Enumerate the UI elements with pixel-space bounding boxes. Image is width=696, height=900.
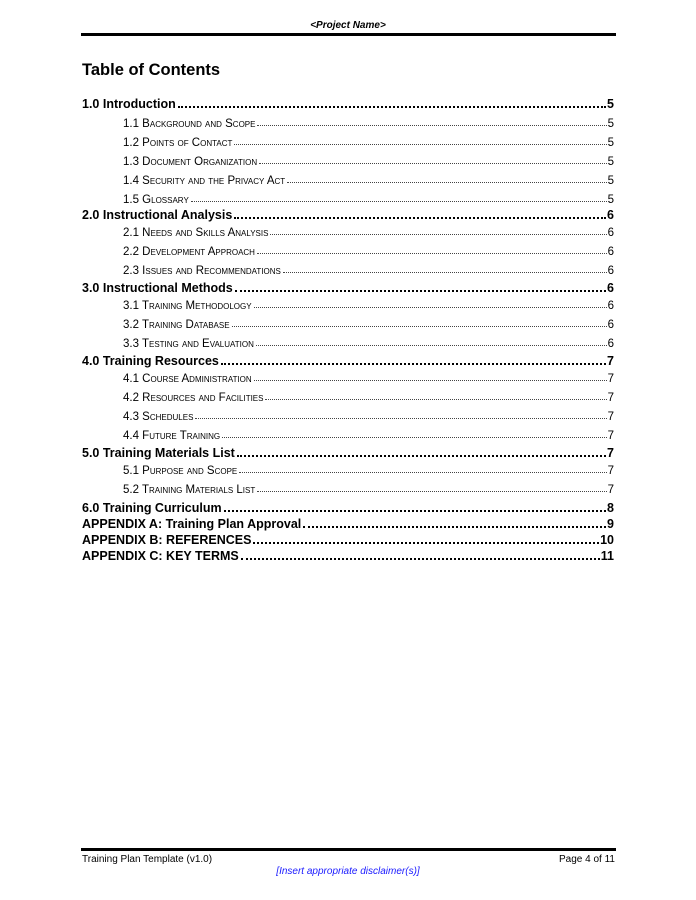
toc-entry-subsection[interactable]: [123, 333, 614, 350]
toc-entry-subsection[interactable]: [123, 222, 614, 239]
dot-leader: [254, 380, 607, 381]
dot-leader: [256, 345, 607, 346]
toc-entry-label: 2.0 Instructional Analysis: [82, 208, 233, 222]
toc-entry-page-number: 11: [600, 549, 614, 563]
toc-entry-section[interactable]: [82, 443, 614, 460]
toc-entry-label: 3.1 Training Methodology: [123, 300, 252, 312]
footer-disclaimer: [Insert appropriate disclaimer(s)]: [276, 866, 420, 877]
toc-entry-label: 3.0 Instructional Methods: [82, 281, 233, 295]
dot-leader: [287, 182, 606, 183]
dot-leader: [265, 399, 606, 400]
toc-entry-subsection[interactable]: [123, 170, 614, 187]
dot-leader: [257, 253, 607, 254]
dot-leader: [254, 307, 607, 308]
dot-leader: [303, 526, 606, 528]
dot-leader: [221, 363, 606, 365]
dot-leader: [195, 418, 606, 419]
toc-entry-page-number: 5: [607, 175, 614, 187]
toc-entry-subsection[interactable]: [123, 425, 614, 442]
toc-entry-page-number: 5: [607, 97, 614, 111]
dot-leader: [237, 455, 606, 457]
toc-entry-label: 4.1 Course Administration: [123, 373, 252, 385]
toc-entry-section[interactable]: [82, 351, 614, 368]
toc-entry-label: 3.3 Testing and Evaluation: [123, 338, 254, 350]
toc-entry-label: APPENDIX A: Training Plan Approval: [82, 517, 302, 531]
toc-entry-label: APPENDIX B: REFERENCES: [82, 533, 252, 547]
dot-leader: [259, 163, 606, 164]
dot-leader: [270, 234, 606, 235]
toc-entry-subsection[interactable]: [123, 241, 614, 258]
toc-entry-subsection[interactable]: [123, 387, 614, 404]
toc-entry-label: 2.2 Development Approach: [123, 246, 255, 258]
toc-entry-page-number: 6: [607, 246, 614, 258]
toc-entry-subsection[interactable]: [123, 260, 614, 277]
toc-entry-page-number: 7: [607, 446, 614, 460]
footer-page-info: Page 4 of 11: [559, 854, 615, 865]
toc-entry-label: 1.1 Background and Scope: [123, 118, 256, 130]
toc-entry-page-number: 7: [607, 430, 614, 442]
toc-entry-page-number: 8: [607, 501, 614, 515]
toc-entry-page-number: 7: [607, 392, 614, 404]
toc-entry-label: 3.2 Training Database: [123, 319, 230, 331]
toc-entry-page-number: 7: [607, 465, 614, 477]
toc-title: Table of Contents: [82, 61, 221, 79]
toc-entry-section[interactable]: [82, 278, 614, 295]
dot-leader: [224, 510, 606, 512]
toc-entry-subsection[interactable]: [123, 479, 614, 496]
toc-entry-subsection[interactable]: [123, 368, 614, 385]
dot-leader: [222, 437, 606, 438]
toc-entry-label: 5.0 Training Materials List: [82, 446, 235, 460]
toc-entry-subsection[interactable]: [123, 151, 614, 168]
toc-entry-page-number: 5: [607, 118, 614, 130]
toc-entry-page-number: 5: [607, 156, 614, 168]
toc-entry-page-number: 6: [607, 281, 614, 295]
toc-entry-label: 1.5 Glossary: [123, 194, 189, 206]
toc-entry-section[interactable]: [82, 546, 614, 563]
toc-entry-label: APPENDIX C: KEY TERMS: [82, 549, 239, 563]
toc-entry-page-number: 6: [607, 265, 614, 277]
toc-entry-section[interactable]: [82, 498, 614, 515]
dot-leader: [178, 106, 606, 108]
toc-entry-section[interactable]: [82, 514, 614, 531]
toc-entry-page-number: 5: [607, 194, 614, 206]
dot-leader: [232, 326, 607, 327]
toc-entry-page-number: 7: [607, 354, 614, 368]
dot-leader: [283, 272, 607, 273]
toc-entry-subsection[interactable]: [123, 406, 614, 423]
toc-entry-label: 2.3 Issues and Recommendations: [123, 265, 281, 277]
dot-leader: [234, 144, 606, 145]
toc-entry-label: 2.1 Needs and Skills Analysis: [123, 227, 269, 239]
toc-entry-page-number: 7: [607, 484, 614, 496]
toc-entry-label: 4.4 Future Training: [123, 430, 221, 442]
toc-entry-page-number: 5: [607, 137, 614, 149]
toc-entry-label: 4.3 Schedules: [123, 411, 194, 423]
toc-entry-page-number: 9: [607, 517, 614, 531]
dot-leader: [234, 217, 606, 219]
toc-entry-section[interactable]: [82, 205, 614, 222]
toc-entry-section[interactable]: [82, 530, 614, 547]
toc-entry-page-number: 6: [607, 338, 614, 350]
toc-entry-label: 1.3 Document Organization: [123, 156, 258, 168]
toc-entry-subsection[interactable]: [123, 314, 614, 331]
toc-entry-label: 4.2 Resources and Facilities: [123, 392, 264, 404]
footer-rule: [81, 848, 616, 851]
toc-entry-label: 5.2 Training Materials List: [123, 484, 256, 496]
footer-document-name: Training Plan Template (v1.0): [82, 854, 213, 865]
toc-entry-label: 1.2 Points of Contact: [123, 137, 233, 149]
toc-entry-subsection[interactable]: [123, 132, 614, 149]
toc-entry-subsection[interactable]: [123, 113, 614, 130]
toc-entry-page-number: 6: [607, 300, 614, 312]
dot-leader: [253, 542, 599, 544]
toc-entry-label: 5.1 Purpose and Scope: [123, 465, 238, 477]
dot-leader: [257, 125, 606, 126]
toc-entry-page-number: 10: [600, 533, 614, 547]
toc-entry-page-number: 6: [607, 227, 614, 239]
toc-entry-subsection[interactable]: [123, 460, 614, 477]
toc-entry-page-number: 6: [607, 208, 614, 222]
toc-entry-subsection[interactable]: [123, 295, 614, 312]
toc-entry-page-number: 7: [607, 373, 614, 385]
dot-leader: [241, 558, 600, 560]
toc-entry-label: 6.0 Training Curriculum: [82, 501, 222, 515]
toc-entry-label: 1.4 Security and the Privacy Act: [123, 175, 286, 187]
toc-entry-label: 1.0 Introduction: [82, 97, 176, 111]
dot-leader: [235, 290, 606, 292]
dot-leader: [239, 472, 606, 473]
toc-entry-label: 4.0 Training Resources: [82, 354, 219, 368]
dot-leader: [191, 201, 607, 202]
toc-entry-page-number: 7: [607, 411, 614, 423]
project-name-header: <Project Name>: [310, 20, 386, 31]
toc-entry-subsection[interactable]: [123, 189, 614, 206]
toc-entry-section[interactable]: [82, 94, 614, 111]
toc-entry-page-number: 6: [607, 319, 614, 331]
dot-leader: [257, 491, 606, 492]
